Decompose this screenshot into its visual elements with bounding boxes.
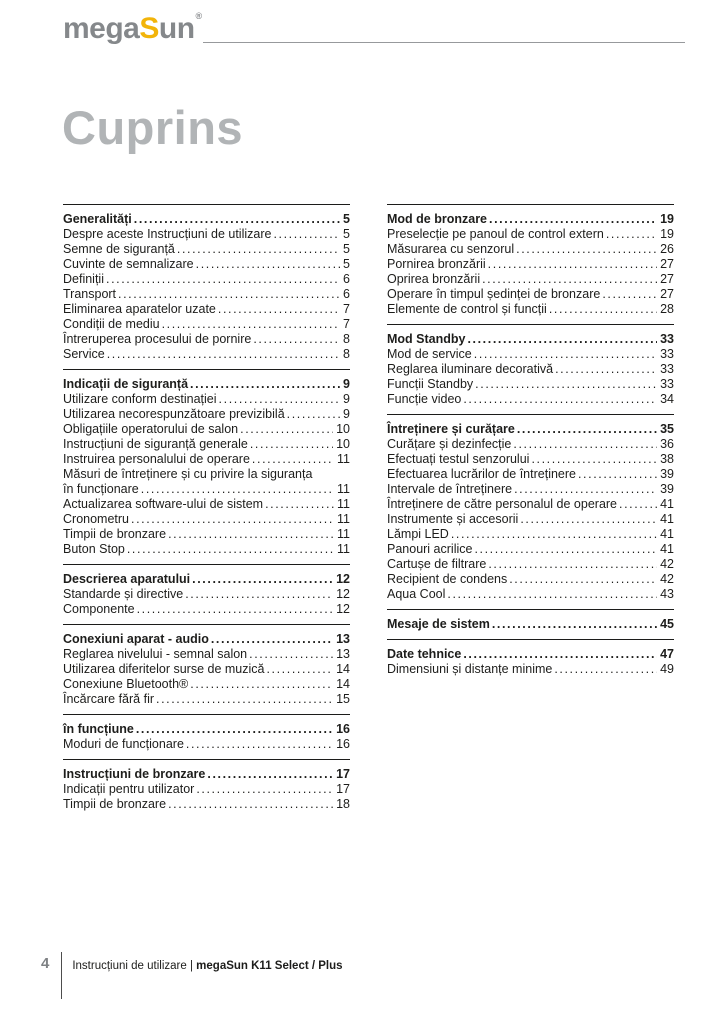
toc-entry: [63, 227, 350, 242]
toc-entry-label: Moduri de funcționare: [63, 737, 184, 751]
dot-leader: [168, 527, 334, 542]
toc-entry-label: Timpii de bronzare: [63, 527, 167, 541]
footer-separator: |: [189, 960, 193, 972]
toc-entry-label: Întreținere de către personalul de operare: [387, 497, 618, 511]
toc-entry: [63, 482, 350, 497]
toc-entry-page: 5: [343, 257, 350, 271]
dot-leader: [118, 287, 340, 302]
toc-entry: [387, 242, 674, 257]
dot-leader: [107, 347, 340, 362]
toc-entry-page: 7: [343, 317, 350, 331]
dot-leader: [218, 302, 340, 317]
toc-entry-label: Încărcare fără fir: [63, 692, 155, 706]
toc-entry-page: 39: [660, 482, 674, 496]
toc-entry-label: Mod de service: [387, 347, 472, 361]
toc-entry: [387, 392, 674, 407]
dot-leader: [196, 782, 333, 797]
toc-entry-label: Service: [63, 347, 105, 361]
dot-leader: [467, 332, 657, 347]
toc-entry-page: 9: [343, 392, 350, 406]
toc-entry: [63, 737, 350, 752]
dot-leader: [578, 467, 657, 482]
dot-leader: [134, 212, 340, 227]
dot-leader: [127, 542, 334, 557]
toc-entry-label: Aqua Cool: [387, 587, 446, 601]
toc-entry: [63, 677, 350, 692]
toc-section-heading: [63, 632, 350, 647]
footer-page-number: 4: [41, 955, 50, 972]
toc-entry-label: Actualizarea software-ului de sistem: [63, 497, 264, 511]
toc-section: [387, 204, 674, 317]
logo-text-un: un: [158, 12, 195, 45]
dot-leader: [211, 632, 333, 647]
toc-entry-page: 33: [660, 377, 674, 391]
toc-entry: [387, 512, 674, 527]
dot-leader: [253, 332, 340, 347]
toc-section: [63, 624, 350, 707]
toc-entry-page: 33: [660, 362, 674, 376]
dot-leader: [190, 677, 333, 692]
toc-section-page: 33: [660, 332, 674, 346]
dot-leader: [451, 527, 657, 542]
footer-text: [72, 960, 342, 972]
dot-leader: [531, 452, 657, 467]
toc-entry-page: 33: [660, 347, 674, 361]
dot-leader: [219, 392, 341, 407]
toc-entry-label: Standarde și directive: [63, 587, 184, 601]
toc-entry: [63, 287, 350, 302]
toc-entry-label: Elemente de control și funcții: [387, 302, 547, 316]
toc-entry: [63, 797, 350, 812]
dot-leader: [273, 227, 340, 242]
toc-entry-label: Buton Stop: [63, 542, 125, 556]
toc-entry-label: Utilizare conform destinației: [63, 392, 217, 406]
toc-entry-page: 41: [660, 527, 674, 541]
toc-section-page: 9: [343, 377, 350, 391]
toc-entry-page: 41: [660, 497, 674, 511]
toc-entry-page: 12: [336, 587, 350, 601]
toc-section-page: 16: [336, 722, 350, 736]
dot-leader: [287, 407, 340, 422]
toc-entry: [387, 257, 674, 272]
dot-leader: [517, 422, 657, 437]
toc-section-title: Conexiuni aparat - audio: [63, 632, 209, 646]
toc-entry-label: Cuvinte de semnalizare: [63, 257, 194, 271]
toc-entry-label: Eliminarea aparatelor uzate: [63, 302, 216, 316]
toc-entry: [387, 662, 674, 677]
toc-entry: [387, 542, 674, 557]
toc-entry-page: 6: [343, 272, 350, 286]
toc-section-page: 47: [660, 647, 674, 661]
toc-entry-page: 27: [660, 257, 674, 271]
toc-entry: [387, 557, 674, 572]
toc-entry-label: Panouri acrilice: [387, 542, 473, 556]
toc-entry-label: Obligațiile operatorului de salon: [63, 422, 239, 436]
dot-leader: [492, 617, 657, 632]
toc-entry-label: Măsuri de întreținere și cu privire la siguranța: [63, 467, 313, 481]
dot-leader: [606, 227, 657, 242]
dot-leader: [516, 242, 657, 257]
toc-entry: [63, 317, 350, 332]
toc-section-heading: [387, 212, 674, 227]
toc-section-title: în funcțiune: [63, 722, 134, 736]
toc-entry-label: în funcționare: [63, 482, 139, 496]
toc-entry: [63, 257, 350, 272]
dot-leader: [475, 377, 657, 392]
toc-entry-page: 43: [660, 587, 674, 601]
toc-entry: [63, 422, 350, 437]
toc-entry-label: Reglarea nivelului - semnal salon: [63, 647, 248, 661]
dot-leader: [554, 662, 657, 677]
toc-column: [63, 204, 350, 812]
toc-entry-page: 16: [336, 737, 350, 751]
toc-section-heading: [63, 212, 350, 227]
toc-entry-page: 19: [660, 227, 674, 241]
toc-section-page: 13: [336, 632, 350, 646]
dot-leader: [463, 392, 657, 407]
toc-entry-page: 41: [660, 512, 674, 526]
toc-entry-page: 11: [337, 527, 350, 541]
toc-section-heading: [63, 722, 350, 737]
toc-entry-label: Curățare și dezinfecție: [387, 437, 512, 451]
dot-leader: [141, 482, 334, 497]
footer-doc-label: Instrucțiuni de utilizare: [72, 960, 187, 972]
toc-entry-page: 11: [337, 542, 350, 556]
toc-section: [387, 414, 674, 602]
dot-leader: [240, 422, 333, 437]
toc-section-title: Descrierea aparatului: [63, 572, 191, 586]
registered-trademark-symbol: ®: [195, 11, 202, 21]
dot-leader: [186, 737, 333, 752]
toc-section-title: Instrucțiuni de bronzare: [63, 767, 206, 781]
toc-entry-label: Efectuarea lucrărilor de întreținere: [387, 467, 576, 481]
toc-entry-label: Instrumente și accesorii: [387, 512, 519, 526]
toc-entry: [387, 362, 674, 377]
toc-entry-label: Lămpi LED: [387, 527, 449, 541]
dot-leader: [474, 542, 657, 557]
toc-entry-label: Reglarea iluminare decorativă: [387, 362, 554, 376]
dot-leader: [513, 437, 657, 452]
toc-entry: [387, 497, 674, 512]
dot-leader: [249, 647, 333, 662]
dot-leader: [207, 767, 333, 782]
toc-entry-label: Funcții Standby: [387, 377, 474, 391]
table-of-contents: [63, 204, 674, 812]
toc-entry-page: 11: [337, 482, 350, 496]
page-title: Cuprins: [62, 101, 244, 154]
toc-entry: [387, 467, 674, 482]
toc-section: [387, 324, 674, 407]
toc-entry-label: Timpii de bronzare: [63, 797, 167, 811]
toc-entry-page: 10: [336, 422, 350, 436]
dot-leader: [463, 647, 657, 662]
toc-entry-label: Utilizarea diferitelor surse de muzică: [63, 662, 265, 676]
toc-entry-page: 5: [343, 242, 350, 256]
toc-entry-label: Conexiune Bluetooth®: [63, 677, 189, 691]
dot-leader: [520, 512, 657, 527]
dot-leader: [447, 587, 657, 602]
toc-section-page: 17: [336, 767, 350, 781]
dot-leader: [192, 572, 333, 587]
toc-entry-label: Despre aceste Instrucțiuni de utilizare: [63, 227, 272, 241]
toc-entry-page: 14: [336, 662, 350, 676]
toc-entry-page: 13: [336, 647, 350, 661]
toc-entry-page: 38: [660, 452, 674, 466]
toc-section-title: Mod Standby: [387, 332, 466, 346]
toc-entry-page: 42: [660, 572, 674, 586]
toc-entry: [63, 542, 350, 557]
toc-section-heading: [63, 572, 350, 587]
toc-entry-label: Instruirea personalului de operare: [63, 452, 250, 466]
toc-entry: [63, 782, 350, 797]
toc-entry-page: 11: [337, 512, 350, 526]
toc-entry: [387, 377, 674, 392]
footer-product-name: megaSun K11 Select / Plus: [196, 960, 343, 972]
toc-entry: [387, 437, 674, 452]
dot-leader: [106, 272, 340, 287]
toc-entry-page: 7: [343, 302, 350, 316]
toc-section: [63, 564, 350, 617]
toc-section-heading: [387, 422, 674, 437]
toc-entry-page: 11: [337, 497, 350, 511]
toc-entry-page: 36: [660, 437, 674, 451]
toc-entry-label: Pornirea bronzării: [387, 257, 486, 271]
toc-entry-label: Componente: [63, 602, 135, 616]
toc-column: [387, 204, 674, 677]
toc-entry-label: Dimensiuni și distanțe minime: [387, 662, 553, 676]
toc-entry-label: Instrucțiuni de siguranță generale: [63, 437, 248, 451]
toc-entry-page: 8: [343, 347, 350, 361]
toc-entry: [63, 512, 350, 527]
toc-entry-page: 11: [337, 452, 350, 466]
toc-entry-page: 5: [343, 227, 350, 241]
dot-leader: [190, 377, 340, 392]
dot-leader: [250, 437, 333, 452]
logo-text-mega: mega: [63, 12, 140, 45]
toc-entry-label: Utilizarea necorespunzătoare previzibilă: [63, 407, 285, 421]
toc-entry-label: Preselecție pe panoul de control extern: [387, 227, 604, 241]
toc-section-title: Mod de bronzare: [387, 212, 488, 226]
toc-section: [63, 714, 350, 752]
toc-entry-label: Operare în timpul ședinței de bronzare: [387, 287, 601, 301]
page-header: [63, 11, 685, 45]
toc-entry-label: Indicații pentru utilizator: [63, 782, 195, 796]
dot-leader: [514, 482, 657, 497]
toc-entry: [63, 437, 350, 452]
toc-entry: [63, 692, 350, 707]
toc-section-heading: [63, 377, 350, 392]
dot-leader: [136, 722, 333, 737]
toc-entry: [63, 242, 350, 257]
toc-entry: [387, 287, 674, 302]
dot-leader: [549, 302, 657, 317]
toc-entry-page: 49: [660, 662, 674, 676]
toc-entry: [387, 452, 674, 467]
toc-entry-page: 15: [336, 692, 350, 706]
dot-leader: [156, 692, 333, 707]
toc-entry-page: 42: [660, 557, 674, 571]
dot-leader: [131, 512, 334, 527]
megasun-logo: [63, 11, 202, 45]
toc-entry: [387, 482, 674, 497]
dot-leader: [474, 347, 657, 362]
toc-section-title: Generalități: [63, 212, 132, 226]
toc-section-title: Date tehnice: [387, 647, 462, 661]
toc-entry: [387, 272, 674, 287]
toc-section-page: 12: [336, 572, 350, 586]
toc-entry-page: 26: [660, 242, 674, 256]
toc-entry-label: Cartușe de filtrare: [387, 557, 487, 571]
dot-leader: [137, 602, 334, 617]
toc-entry-label: Măsurarea cu senzorul: [387, 242, 515, 256]
dot-leader: [488, 557, 657, 572]
toc-section-heading: [387, 617, 674, 632]
toc-section: [63, 204, 350, 362]
toc-entry-page: 27: [660, 287, 674, 301]
toc-section-page: 35: [660, 422, 674, 436]
toc-entry-page: 8: [343, 332, 350, 346]
dot-leader: [168, 797, 333, 812]
toc-entry: [387, 587, 674, 602]
toc-entry: [63, 407, 350, 422]
dot-leader: [177, 242, 340, 257]
toc-entry: [63, 467, 350, 482]
dot-leader: [185, 587, 333, 602]
toc-entry-page: 6: [343, 287, 350, 301]
toc-entry-label: Cronometru: [63, 512, 129, 526]
toc-entry-page: 39: [660, 467, 674, 481]
dot-leader: [266, 662, 333, 677]
toc-entry-page: 41: [660, 542, 674, 556]
toc-section-heading: [387, 647, 674, 662]
toc-section-heading: [63, 767, 350, 782]
toc-section: [387, 639, 674, 677]
toc-entry: [387, 227, 674, 242]
toc-section: [387, 609, 674, 632]
toc-entry: [63, 497, 350, 512]
dot-leader: [162, 317, 340, 332]
toc-entry: [63, 662, 350, 677]
toc-entry-page: 10: [336, 437, 350, 451]
toc-section: [63, 759, 350, 812]
toc-entry: [387, 527, 674, 542]
toc-entry: [63, 302, 350, 317]
toc-section-page: 5: [343, 212, 350, 226]
toc-entry-label: Transport: [63, 287, 117, 301]
toc-section-page: 45: [660, 617, 674, 631]
page-footer: [41, 948, 343, 999]
toc-entry: [63, 602, 350, 617]
toc-entry-label: Condiții de mediu: [63, 317, 160, 331]
toc-section-title: Întreținere și curățare: [387, 422, 515, 436]
toc-entry: [63, 392, 350, 407]
toc-entry: [387, 347, 674, 362]
toc-entry-label: Intervale de întreținere: [387, 482, 513, 496]
toc-entry: [63, 332, 350, 347]
toc-entry: [63, 647, 350, 662]
footer-divider: [61, 952, 62, 999]
toc-entry: [63, 347, 350, 362]
toc-entry-label: Semne de siguranță: [63, 242, 175, 256]
dot-leader: [482, 272, 657, 287]
dot-leader: [602, 287, 657, 302]
toc-entry: [387, 302, 674, 317]
toc-entry-label: Recipient de condens: [387, 572, 508, 586]
toc-entry-label: Oprirea bronzării: [387, 272, 481, 286]
dot-leader: [252, 452, 334, 467]
toc-entry: [63, 452, 350, 467]
toc-entry-label: Efectuați testul senzorului: [387, 452, 530, 466]
toc-entry-page: 27: [660, 272, 674, 286]
header-rule: [203, 42, 685, 43]
dot-leader: [489, 212, 657, 227]
toc-entry-page: 18: [336, 797, 350, 811]
toc-entry-page: 12: [336, 602, 350, 616]
dot-leader: [555, 362, 657, 377]
toc-entry: [387, 572, 674, 587]
dot-leader: [509, 572, 657, 587]
toc-section: [63, 369, 350, 557]
toc-entry-page: 14: [336, 677, 350, 691]
dot-leader: [265, 497, 334, 512]
toc-section-page: 19: [660, 212, 674, 226]
toc-section-title: Mesaje de sistem: [387, 617, 490, 631]
toc-entry: [63, 587, 350, 602]
toc-entry-label: Întreruperea procesului de pornire: [63, 332, 252, 346]
dot-leader: [488, 257, 657, 272]
toc-entry: [63, 527, 350, 542]
toc-entry-page: 17: [336, 782, 350, 796]
toc-entry: [63, 272, 350, 287]
dot-leader: [196, 257, 340, 272]
toc-entry-page: 28: [660, 302, 674, 316]
toc-section-title: Indicații de siguranță: [63, 377, 189, 391]
toc-entry-label: Definiții: [63, 272, 104, 286]
toc-entry-page: 34: [660, 392, 674, 406]
toc-section-heading: [387, 332, 674, 347]
toc-entry-label: Funcție video: [387, 392, 462, 406]
toc-entry-page: 9: [343, 407, 350, 421]
dot-leader: [619, 497, 657, 512]
logo-text-s: S: [139, 12, 159, 45]
